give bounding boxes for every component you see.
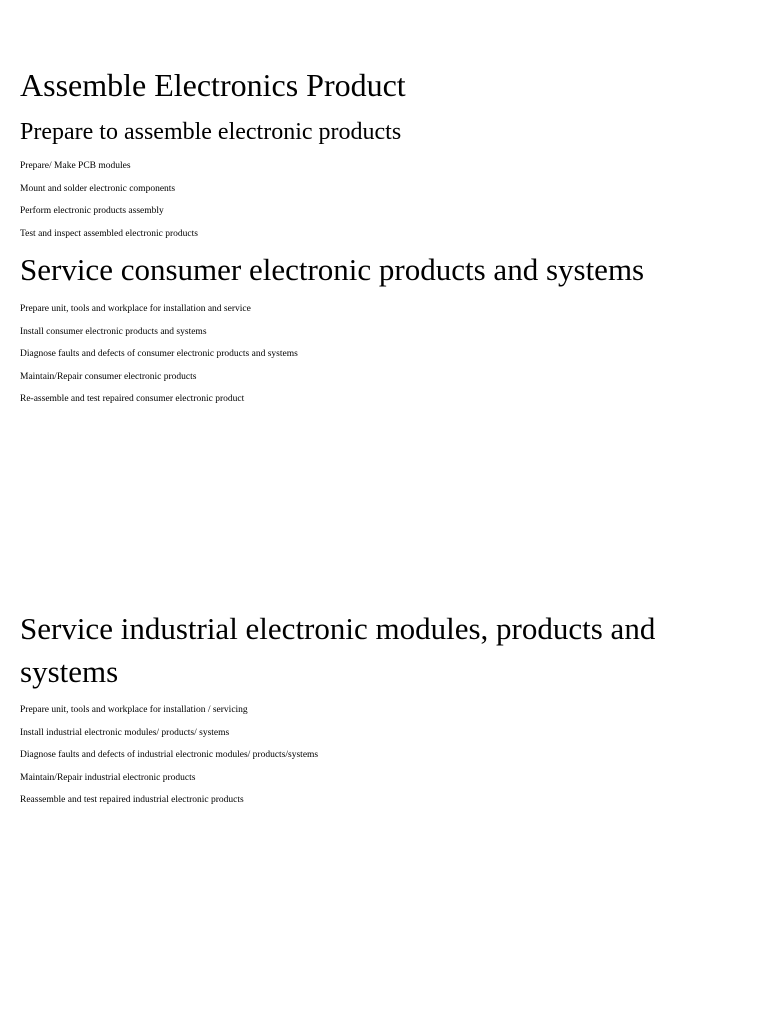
list-item: Test and inspect assembled electronic products bbox=[20, 228, 198, 239]
list-item: Install industrial electronic modules/ products/ systems bbox=[20, 727, 230, 738]
list-item: Install consumer electronic products and systems bbox=[20, 326, 207, 337]
section-list-industrial bbox=[20, 705, 318, 818]
list-item: Prepare unit, tools and workplace for installation / servicing bbox=[20, 705, 248, 715]
section-list-consumer bbox=[20, 304, 298, 417]
list-item: Prepare unit, tools and workplace for installation and service bbox=[20, 304, 251, 314]
section-heading-assemble: Prepare to assemble electronic products bbox=[20, 119, 402, 145]
page-title: Assemble Electronics Product bbox=[20, 67, 406, 103]
list-item: Prepare/ Make PCB modules bbox=[20, 161, 131, 171]
list-item: Maintain/Repair industrial electronic products bbox=[20, 772, 196, 783]
section-list-assemble bbox=[20, 161, 198, 251]
list-item: Reassemble and test repaired industrial electronic products bbox=[20, 795, 244, 805]
list-item: Perform electronic products assembly bbox=[20, 206, 164, 216]
list-item: Maintain/Repair consumer electronic products bbox=[20, 371, 197, 382]
section-heading-industrial: Service industrial electronic modules, products and systems bbox=[20, 611, 656, 689]
list-item: Re-assemble and test repaired consumer electronic product bbox=[20, 394, 245, 404]
list-item: Diagnose faults and defects of consumer electronic products and systems bbox=[20, 349, 298, 359]
section-heading-consumer: Service consumer electronic products and systems bbox=[20, 252, 645, 287]
list-item: Mount and solder electronic components bbox=[20, 183, 176, 194]
list-item: Diagnose faults and defects of industrial electronic modules/ products/systems bbox=[20, 750, 319, 760]
